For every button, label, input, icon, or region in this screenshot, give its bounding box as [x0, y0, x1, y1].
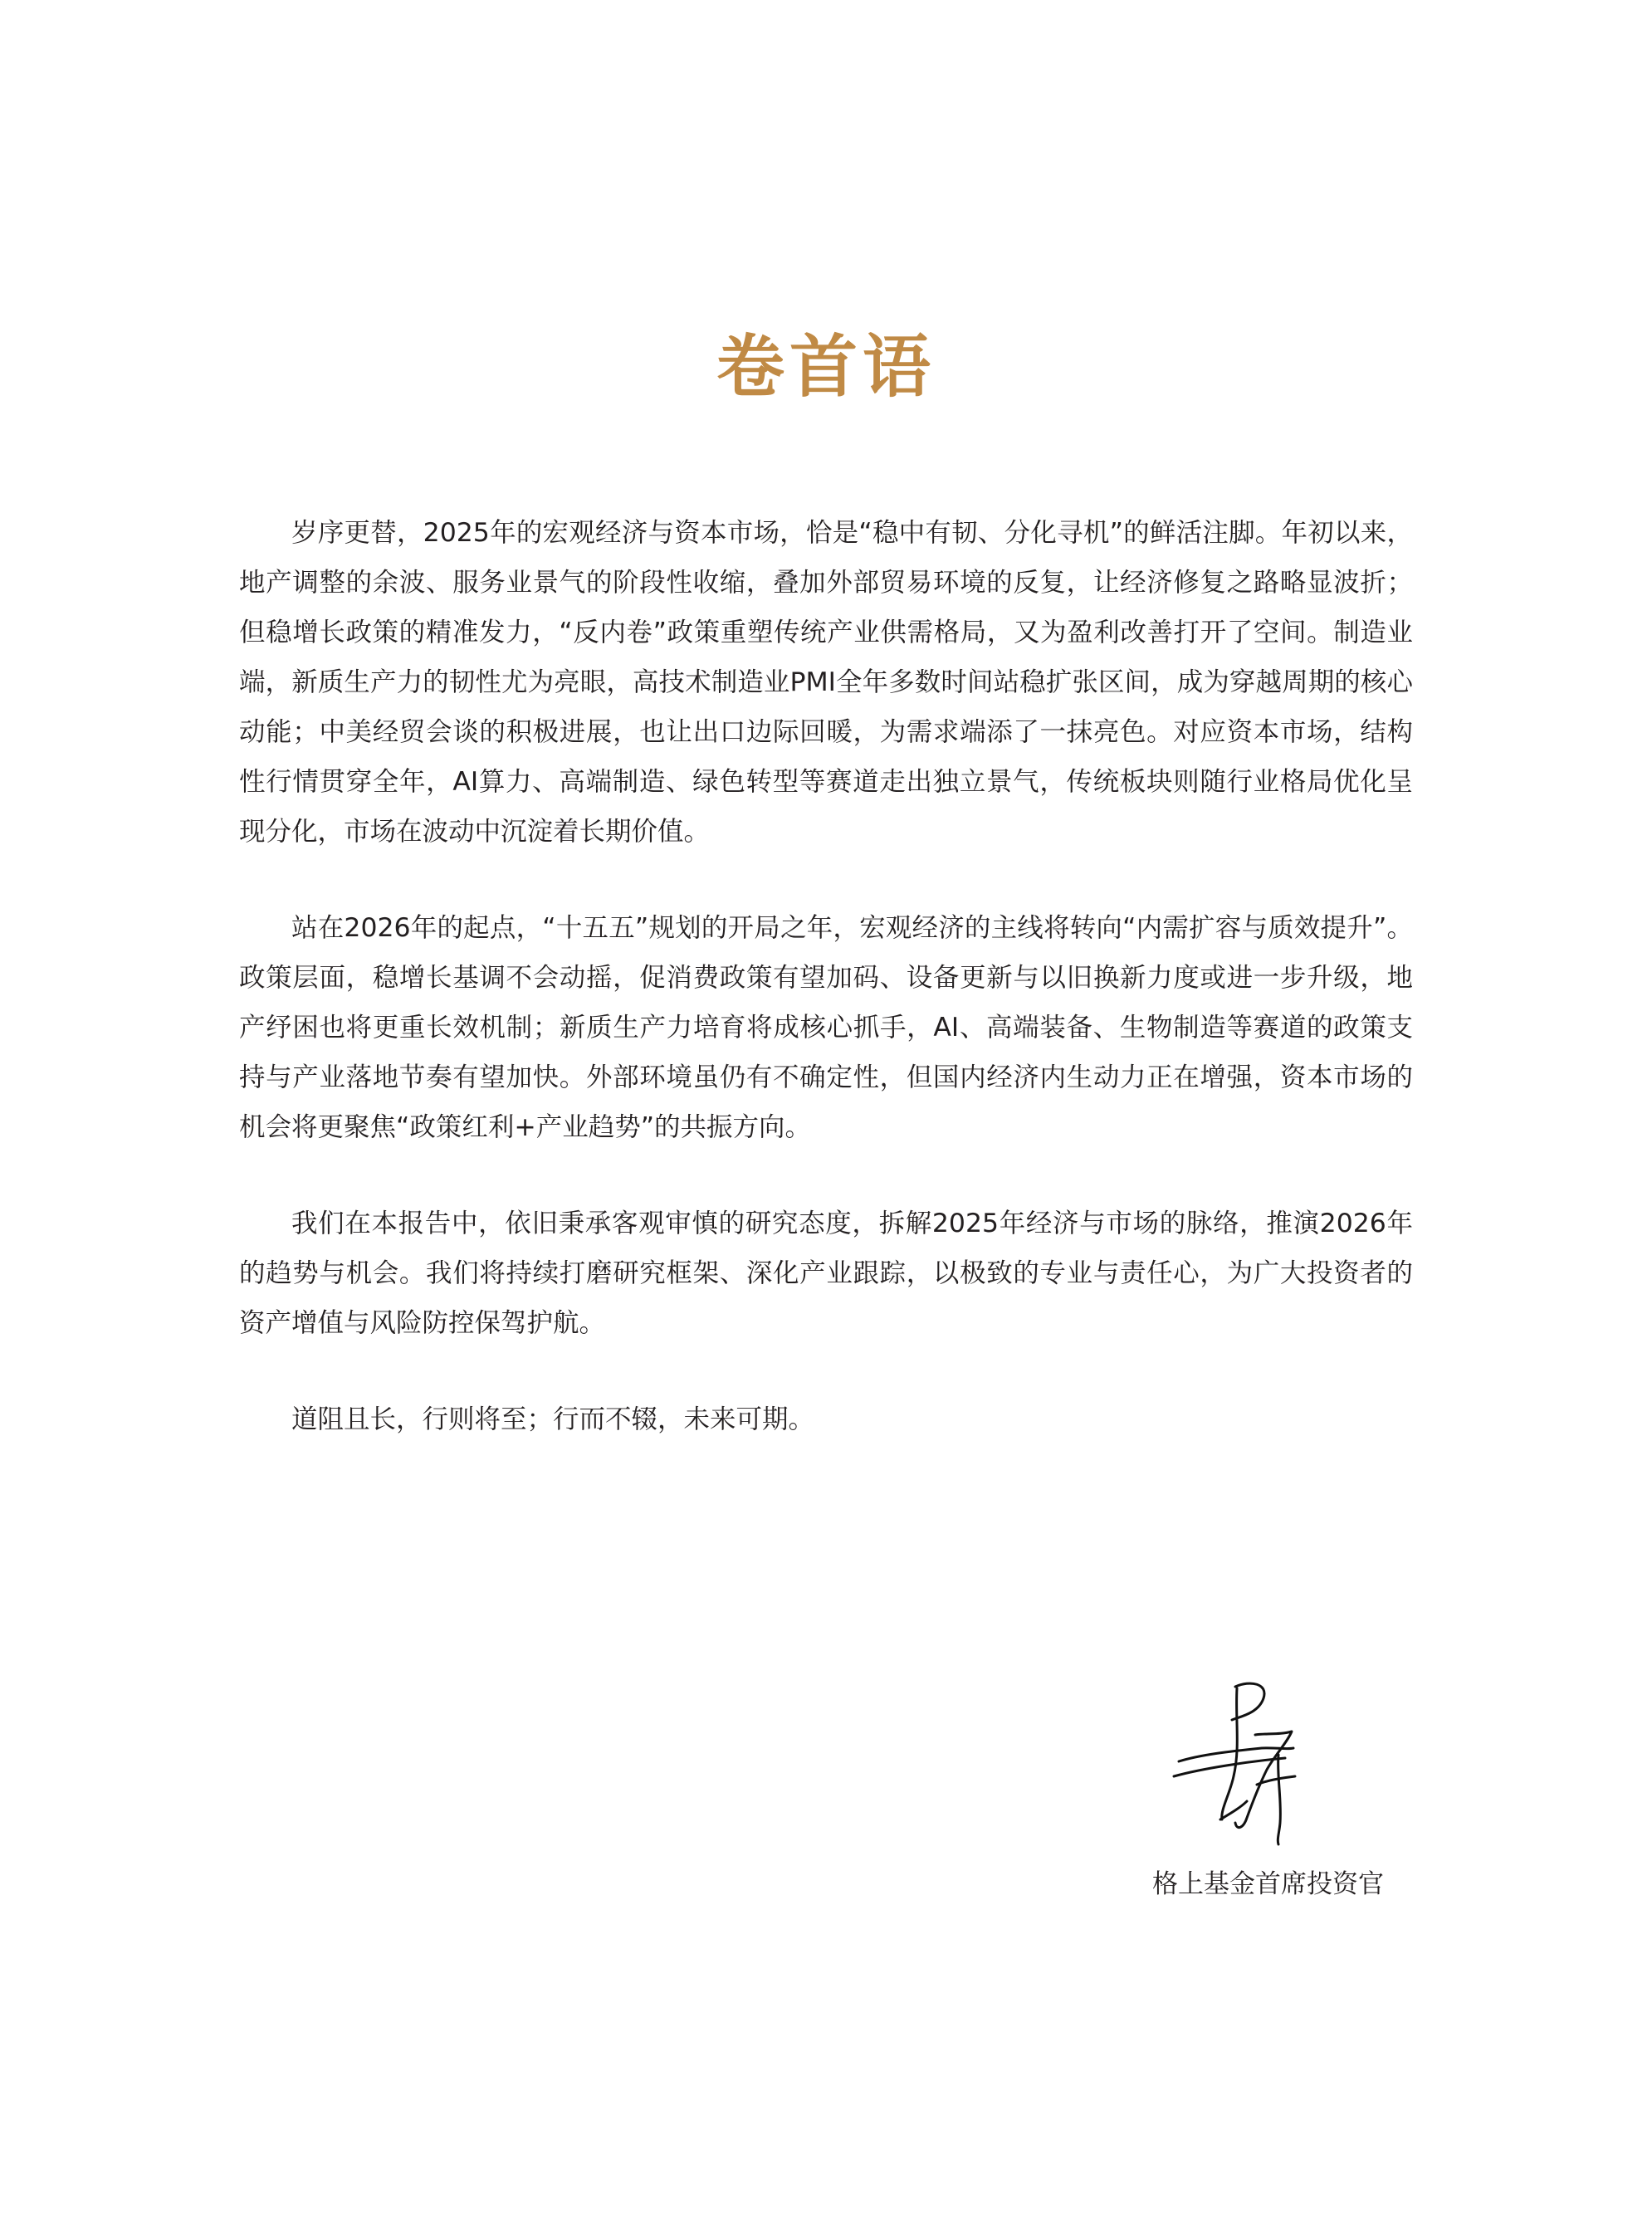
paragraph-3: 我们在本报告中，依旧秉承客观审慎的研究态度，拆解2025年经济与市场的脉络，推演2026年的趋势与机会。我们将持续打磨研究框架、深化产业跟踪，以极致的专业与责任心，为广大投资者的资产增值与风险防控保驾护航。 — [239, 1209, 1413, 1338]
page-title: 卷首语 — [716, 328, 936, 407]
paragraph-1: 岁序更替，2025年的宏观经济与资本市场，恰是“稳中有韧、分化寻机”的鲜活注脚。年初以来，地产调整的余波、服务业景气的阶段性收缩，叠加外部贸易环境的反复，让经济修复之路略显波折；但稳增长政策的精准发力，“反内卷”政策重塑传统产业供需格局，又为盈利改善打开了空间。制造业端，新质生产力的韧性尤为亮眼，高技术制造业PMI全年多数时间站稳扩张区间，成为穿越周期的核心动能；中美经贸会谈的积极进展，也让出口边际回暖，为需求端添了一抹亮色。对应资本市场，结构性行情贯穿全年，AI算力、高端制造、绿色转型等赛道走出独立景气，传统板块则随行业格局优化呈现分化，市场在波动中沉淀着长期价值。 — [239, 518, 1413, 847]
signature-icon — [1171, 1668, 1337, 1859]
signature-block — [1137, 1668, 1420, 1934]
signer-title: 格上基金首席投资官 — [1152, 1869, 1384, 1899]
paragraph-4: 道阻且长，行则将至；行而不辍，未来可期。 — [291, 1404, 815, 1434]
paragraph-2: 站在2026年的起点，“十五五”规划的开局之年，宏观经济的主线将转向“内需扩容与质效提升”。政策层面，稳增长基调不会动摇，促消费政策有望加码、设备更新与以旧换新力度或进一步升级，地产纾困也将更重长效机制；新质生产力培育将成核心抓手，AI、高端装备、生物制造等赛道的政策支持与产业落地节奏有望加快。外部环境虽仍有不确定性，但国内经济内生动力正在增强，资本市场的机会将更聚焦“政策红利+产业趋势”的共振方向。 — [239, 913, 1413, 1142]
body-text — [239, 508, 1413, 1491]
